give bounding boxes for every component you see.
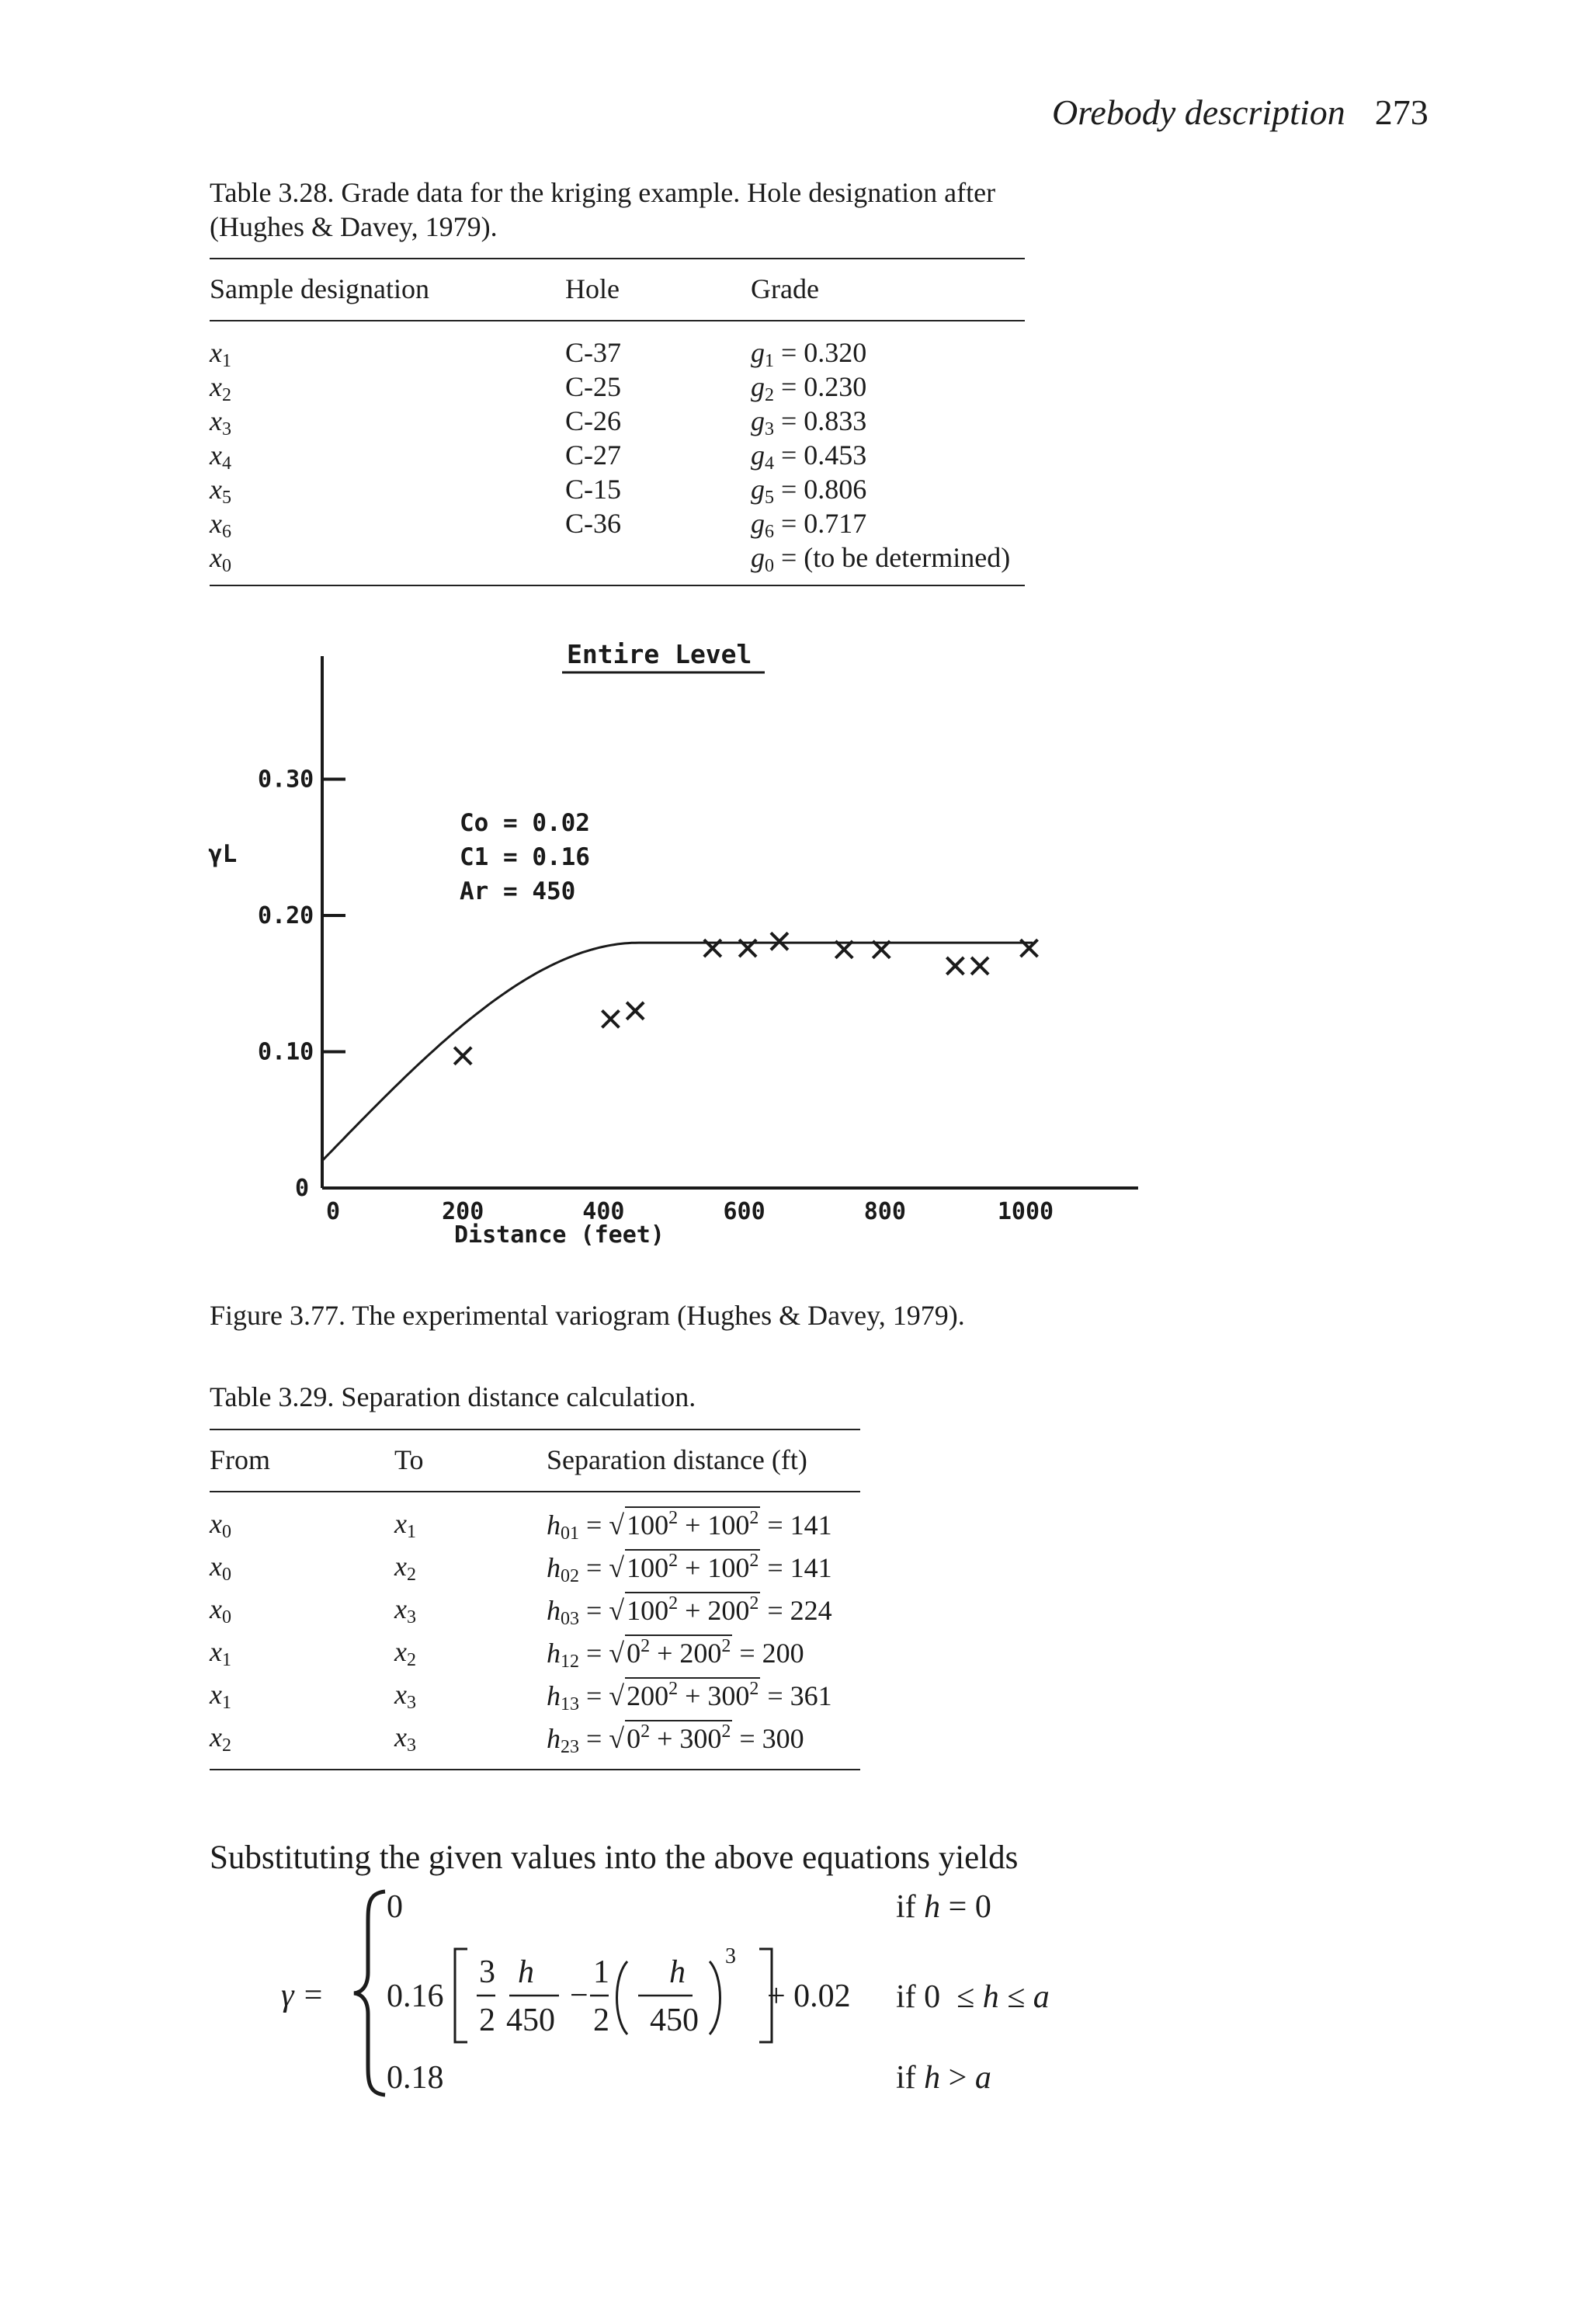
table-top-rule — [210, 1429, 860, 1430]
frac1-numerator: 3 — [479, 1954, 495, 1990]
hole-cell: C-37 — [565, 337, 621, 368]
data-point — [627, 1002, 644, 1020]
to-cell: $x_2$ — [394, 1551, 416, 1585]
table-header-rule — [210, 320, 1025, 321]
data-point — [946, 957, 963, 974]
x-tick-label: 1000 — [997, 1198, 1054, 1225]
y-axis-label: γL — [208, 840, 238, 868]
col-header-separation: Separation distance (ft) — [547, 1444, 807, 1475]
hole-cell: C-25 — [565, 371, 621, 402]
frac2-numerator: 1 — [593, 1954, 609, 1990]
data-point — [454, 1047, 471, 1065]
frac3-numerator: h — [669, 1954, 686, 1990]
grade-cell: $g_3 = 0.833$ — [751, 405, 867, 439]
y-tick-label: 0.10 — [258, 1038, 314, 1066]
from-cell: $x_2$ — [210, 1721, 231, 1756]
frac2-denominator: 2 — [593, 2003, 609, 2038]
col-header-hole: Hole — [565, 273, 620, 304]
x-tick-label: 200 — [442, 1198, 484, 1225]
minus-sign: − — [570, 1978, 588, 2013]
hole-cell: C-36 — [565, 508, 621, 539]
grade-cell: $g_4 = 0.453$ — [751, 439, 867, 474]
from-cell: $x_0$ — [210, 1551, 231, 1585]
case3-condition: if h > a — [896, 2060, 991, 2096]
from-cell: $x_1$ — [210, 1636, 231, 1670]
y-tick-label: 0.30 — [258, 766, 314, 794]
separation-distance-cell: $h_{23} = √0^2 + 300^2 = 300$ — [547, 1721, 804, 1757]
hole-cell: C-26 — [565, 405, 621, 436]
sample-designation-cell: $x_1$ — [210, 337, 231, 371]
data-point — [971, 957, 988, 974]
col-header-to: To — [394, 1444, 424, 1475]
caption-line: Table 3.28. Grade data for the kriging example. Hole designation after — [210, 177, 996, 208]
data-point — [602, 1010, 619, 1027]
case1-value: 0 — [387, 1889, 403, 1925]
table-328-caption — [210, 175, 995, 244]
sample-designation-cell: $x_6$ — [210, 508, 231, 542]
annotation-c1: C1 = 0.16 — [460, 843, 590, 871]
grade-cell: $g_2 = 0.230$ — [751, 371, 867, 405]
x-tick-label: 800 — [863, 1198, 906, 1225]
case1-condition: if h = 0 — [896, 1889, 991, 1925]
col-header-from: From — [210, 1444, 271, 1475]
col-header-grade: Grade — [751, 273, 819, 304]
x-tick-label: 0 — [325, 1198, 341, 1225]
page-number: 273 — [1374, 92, 1429, 132]
sample-designation-cell: $x_4$ — [210, 439, 231, 474]
to-cell: $x_3$ — [394, 1721, 416, 1756]
frac-h-numerator: h — [518, 1954, 534, 1990]
x-tick-label: 600 — [723, 1198, 765, 1225]
caption-line: (Hughes & Davey, 1979). — [210, 211, 498, 242]
hole-cell: C-15 — [565, 474, 621, 505]
left-brace — [351, 1888, 390, 2098]
running-head — [1052, 92, 1429, 133]
separation-distance-cell: $h_{12} = √0^2 + 200^2 = 200$ — [547, 1636, 804, 1672]
to-cell: $x_1$ — [394, 1508, 416, 1542]
sample-designation-cell: $x_0$ — [210, 542, 231, 576]
x-axis-label: Distance (feet) — [454, 1221, 665, 1249]
sample-designation-cell: $x_5$ — [210, 474, 231, 508]
case3-value: 0.18 — [387, 2060, 444, 2096]
table-329-caption: Table 3.29. Separation distance calculation. — [210, 1381, 696, 1412]
frac1-denominator: 2 — [479, 2003, 495, 2038]
grade-cell: $g_6 = 0.717$ — [751, 508, 867, 542]
separation-distance-cell: $h_{01} = √100^2 + 100^2 = 141$ — [547, 1508, 832, 1544]
from-cell: $x_1$ — [210, 1679, 231, 1713]
case2-constant: + 0.02 — [767, 1978, 851, 2014]
separation-distance-cell: $h_{03} = √100^2 + 200^2 = 224$ — [547, 1593, 832, 1629]
from-cell: $x_0$ — [210, 1508, 231, 1542]
case2-coefficient: 0.16 — [387, 1978, 444, 2014]
sample-designation-cell: $x_2$ — [210, 371, 231, 405]
col-header-sample: Sample designation — [210, 273, 429, 304]
grade-cell: $g_0 = (to$ be determined) — [751, 542, 1011, 576]
table-top-rule — [210, 258, 1025, 259]
data-point — [771, 933, 788, 950]
grade-cell: $g_1 = 0.320$ — [751, 337, 867, 371]
to-cell: $x_3$ — [394, 1679, 416, 1713]
x-tick-label: 400 — [582, 1198, 625, 1225]
annotation-ar: Ar = 450 — [460, 877, 576, 905]
frac-h-denominator: 450 — [506, 2003, 555, 2038]
separation-distance-cell: $h_{02} = √100^2 + 100^2 = 141$ — [547, 1551, 832, 1586]
chart-title: Entire Level — [567, 639, 752, 669]
grade-cell: $g_5 = 0.806$ — [751, 474, 867, 508]
equation-lhs: γ = — [281, 1978, 325, 2013]
frac3-denominator: 450 — [650, 2003, 699, 2038]
case2-condition: if 0 ≤ h ≤ a — [896, 1979, 1050, 2015]
from-cell: $x_0$ — [210, 1593, 231, 1627]
table-bottom-rule — [210, 585, 1025, 586]
table-header-rule — [210, 1491, 860, 1492]
to-cell: $x_2$ — [394, 1636, 416, 1670]
to-cell: $x_3$ — [394, 1593, 416, 1627]
section-title: Orebody description — [1052, 92, 1345, 132]
model-curve — [322, 943, 1033, 1161]
separation-distance-cell: $h_{13} = √200^2 + 300^2 = 361$ — [547, 1679, 832, 1714]
hole-cell: C-27 — [565, 439, 621, 471]
y-tick-label: 0 — [295, 1175, 310, 1202]
y-tick-label: 0.20 — [258, 902, 314, 929]
variogram-chart — [186, 637, 1141, 1258]
annotation-c0: Co = 0.02 — [460, 809, 590, 837]
cube-exponent: 3 — [725, 1944, 736, 1968]
figure-377-caption: Figure 3.77. The experimental variogram (Hughes & Davey, 1979). — [210, 1300, 965, 1331]
sample-designation-cell: $x_3$ — [210, 405, 231, 439]
body-paragraph: Substituting the given values into the above equations yields — [210, 1839, 1019, 1876]
table-bottom-rule — [210, 1769, 860, 1770]
